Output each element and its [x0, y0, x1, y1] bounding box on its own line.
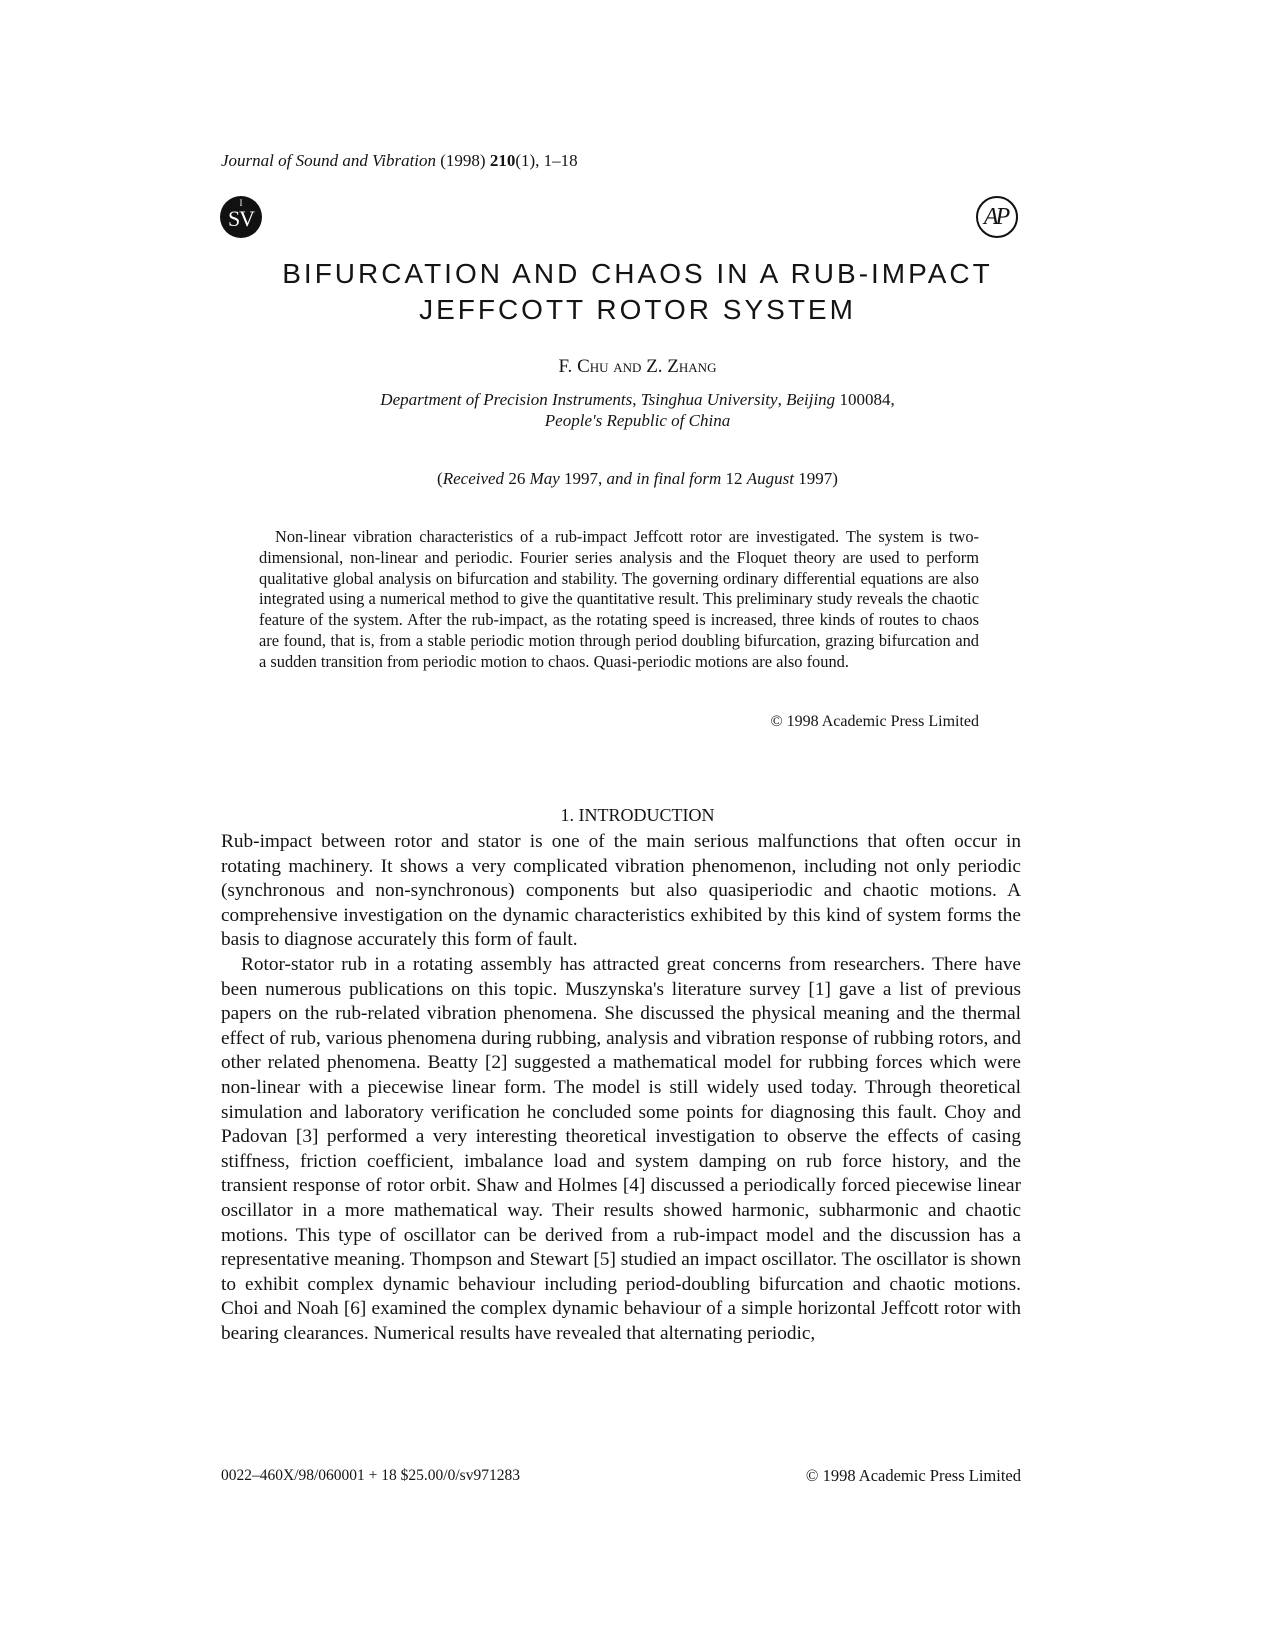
final-month: August [746, 469, 795, 488]
received-label: Received [442, 469, 505, 488]
received-year: 1997, [559, 469, 607, 488]
affiliation-university: Tsinghua University [640, 390, 778, 409]
body-text [221, 830, 1021, 1346]
paper-title [200, 256, 1075, 328]
title-line-2: JEFFCOTT ROTOR SYSTEM [419, 294, 856, 325]
sv-logo-small: I [239, 198, 243, 208]
final-year: 1997) [794, 469, 838, 488]
sv-logo [220, 196, 262, 238]
title-line-1: BIFURCATION AND CHAOS IN A RUB-IMPACT [282, 258, 993, 289]
received-month: May [529, 469, 560, 488]
journal-name: Journal of Sound and Vibration [221, 151, 437, 170]
affiliation: Department of Precision Instruments, Tsinghua University, Beijing 100084, People's Republic of China [380, 390, 895, 430]
section-heading-introduction: 1. INTRODUCTION [560, 805, 715, 825]
affiliation-country: People's Republic of China [544, 411, 731, 430]
author-2-initial: Z. [646, 356, 668, 377]
final-day: 12 [721, 469, 747, 488]
affiliation-department: Department of Precision Instruments [380, 390, 633, 409]
ap-logo [976, 196, 1018, 238]
final-form-label: and in final form [606, 469, 722, 488]
received-open-paren: ( [437, 469, 443, 488]
sv-logo-text: SV [227, 206, 255, 231]
author-conjunction: and [608, 356, 647, 377]
ap-logo-text: AP [983, 204, 1008, 230]
journal-pages: (1), 1–18 [515, 151, 578, 170]
paragraph-1: Rub-impact between rotor and stator is one of the main serious malfunctions that often occur in rotating machinery. It shows a very complicated vibration phenomenon, including not only periodic (synchronous and non-synchronous) components but also quasiperiodic and chaotic motions. A comprehensive investigation on the dynamic characteristics exhibited by this kind of system forms the basis to diagnose accurately this form of fault. [221, 831, 1021, 951]
author-2-surname: Zhang [667, 356, 717, 377]
author-1-surname: Chu [577, 356, 609, 377]
footer-code: 0022–460X/98/060001 + 18 $25.00/0/sv971283 [221, 1467, 520, 1484]
affiliation-postcode: 100084, [835, 390, 895, 409]
footer-copyright: © 1998 Academic Press Limited [805, 1466, 1021, 1485]
authors [200, 355, 1075, 379]
abstract-copyright: © 1998 Academic Press Limited [770, 713, 979, 730]
author-1-initial: F. [558, 356, 578, 377]
received-dates [200, 468, 1075, 490]
affiliation-city: Beijing [786, 390, 836, 409]
received-day: 26 [504, 469, 530, 488]
abstract: Non-linear vibration characteristics of a rub-impact Jeffcott rotor are investigated. The system is two-dimensional, non-linear and periodic. Fourier series analysis and the Floquet theory are used to perform qualitative global analysis on bifurcation and stability. The governing ordinary differential equations are also integrated using a numerical method to give the quantitative result. This preliminary study reveals the chaotic feature of the system. After the rub-impact, as the rotating speed is increased, three kinds of routes to chaos are found, that is, from a stable periodic motion through period doubling bifurcation, grazing bifurcation and a sudden transition from periodic motion to chaos. Quasi-periodic motions are also found. [259, 527, 979, 671]
paragraph-2: Rotor-stator rub in a rotating assembly has attracted great concerns from researchers. There have been numerous publications on this topic. Muszynska's literature survey [1] gave a list of previous papers on the rub-related vibration phenomena. She discussed the physical meaning and the thermal effect of rub, various phenomena during rubbing, analysis and vibration response of rubbing rotors, and other related phenomena. Beatty [2] suggested a mathematical model for rubbing forces which were non-linear with a piecewise linear form. The model is still widely used today. Through theoretical simulation and laboratory verification he concluded some points for diagnosing this fault. Choy and Padovan [3] performed a very interesting theoretical investigation to observe the effects of casing stiffness, friction coefficient, imbalance load and system damping on rub force history, and the transient response of rotor orbit. Shaw and Holmes [4] discussed a periodically forced piecewise linear oscillator in a more mathematical way. Their results showed harmonic, subharmonic and chaotic motions. This type of oscillator can be derived from a rub-impact model and the discussion has a representative meaning. Thompson and Stewart [5] studied an impact oscillator. The oscillator is shown to exhibit complex dynamic behaviour including period-doubling bifurcation and chaotic motions. Choi and Noah [6] examined the complex dynamic behaviour of a simple horizontal Jeffcott rotor with bearing clearances. Numerical results have revealed that alternating periodic, [221, 953, 1021, 1344]
journal-year: (1998) [440, 151, 486, 170]
journal-citation [221, 150, 578, 172]
journal-volume: 210 [489, 151, 516, 170]
